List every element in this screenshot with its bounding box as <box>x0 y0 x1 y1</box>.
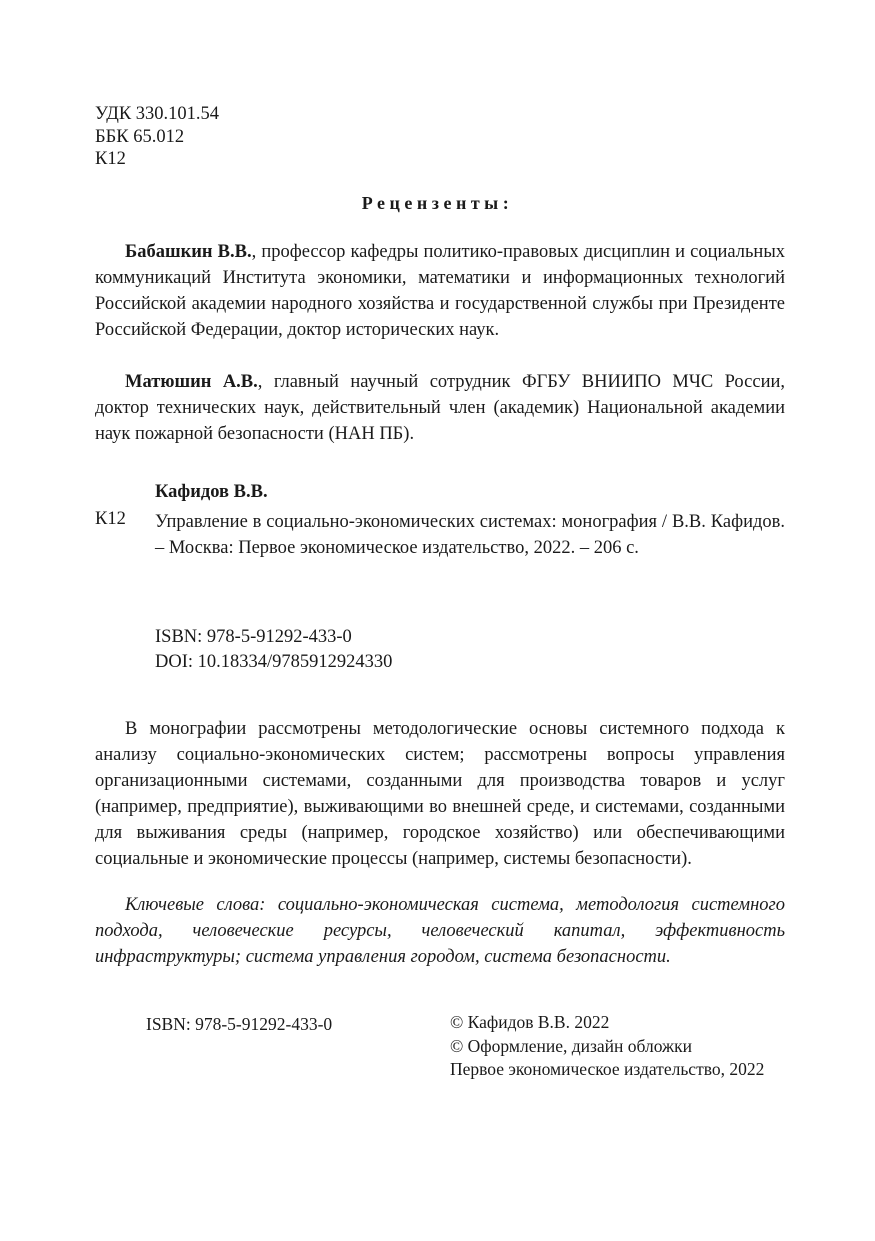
bib-description: Управление в социально-экономических системах: монография / В.В. Кафидов. – Москва: Первое экономическое издательство, 2022. – 206 с. <box>155 512 785 558</box>
bib-code: К12 <box>95 509 126 529</box>
reviewer-1-text: , профессор кафедры политико-правовых дисциплин и социальных коммуникаций Института экономики, математики и информационных технологий Российской академии народного хозяйства и государственной службы при Президенте Российской Федерации, доктор исторических наук. <box>95 242 786 340</box>
copyright-author: © Кафидов В.В. 2022 <box>450 1012 610 1032</box>
reviewer-1-name: Бабашкин В.В. <box>125 242 252 262</box>
copyright-design: © Оформление, дизайн обложки <box>450 1035 692 1056</box>
udk-code: УДК 330.101.54 <box>95 104 220 124</box>
reviewer-2-name: Матюшин А.В. <box>125 372 258 392</box>
reviewer-1 <box>95 239 785 343</box>
reviewer-2 <box>95 369 785 447</box>
keywords: Ключевые слова: социально-экономическая система, методология системного подхода, человеческие ресурсы, человеческий капитал, эффективность инфраструктуры; система управления городом, система безопасности. <box>95 895 785 967</box>
doi: DOI: 10.18334/9785912924330 <box>155 651 393 672</box>
reviewer-2-text: , главный научный сотрудник ФГБУ ВНИИПО МЧС России, доктор технических наук, действительный член (академик) Национальной академии наук пожарной безопасности (НАН ПБ). <box>95 372 785 444</box>
identifiers <box>155 625 392 674</box>
copyright-block <box>450 1011 764 1082</box>
bbk-code: ББК 65.012 <box>95 126 185 147</box>
author-mark: К12 <box>95 149 126 169</box>
classification-codes <box>95 103 219 171</box>
footer-isbn: ISBN: 978-5-91292-433-0 <box>146 1014 333 1034</box>
reviewers-heading: Рецензенты: <box>361 193 514 213</box>
publisher: Первое экономическое издательство, 2022 <box>450 1059 765 1079</box>
bib-author: Кафидов В.В. <box>155 482 268 502</box>
abstract: В монографии рассмотрены методологические основы системного подхода к анализу социально-экономических систем; рассмотрены вопросы управления организационными системами, созданными для производства товаров и услуг (например, предприятие), выживающими во внешней среде, и системами, созданными для выживания среды (например, городское хозяйство) или обеспечивающими социальные и экономические процессы (например, системы безопасности). <box>95 719 785 869</box>
isbn: ISBN: 978-5-91292-433-0 <box>155 627 352 647</box>
